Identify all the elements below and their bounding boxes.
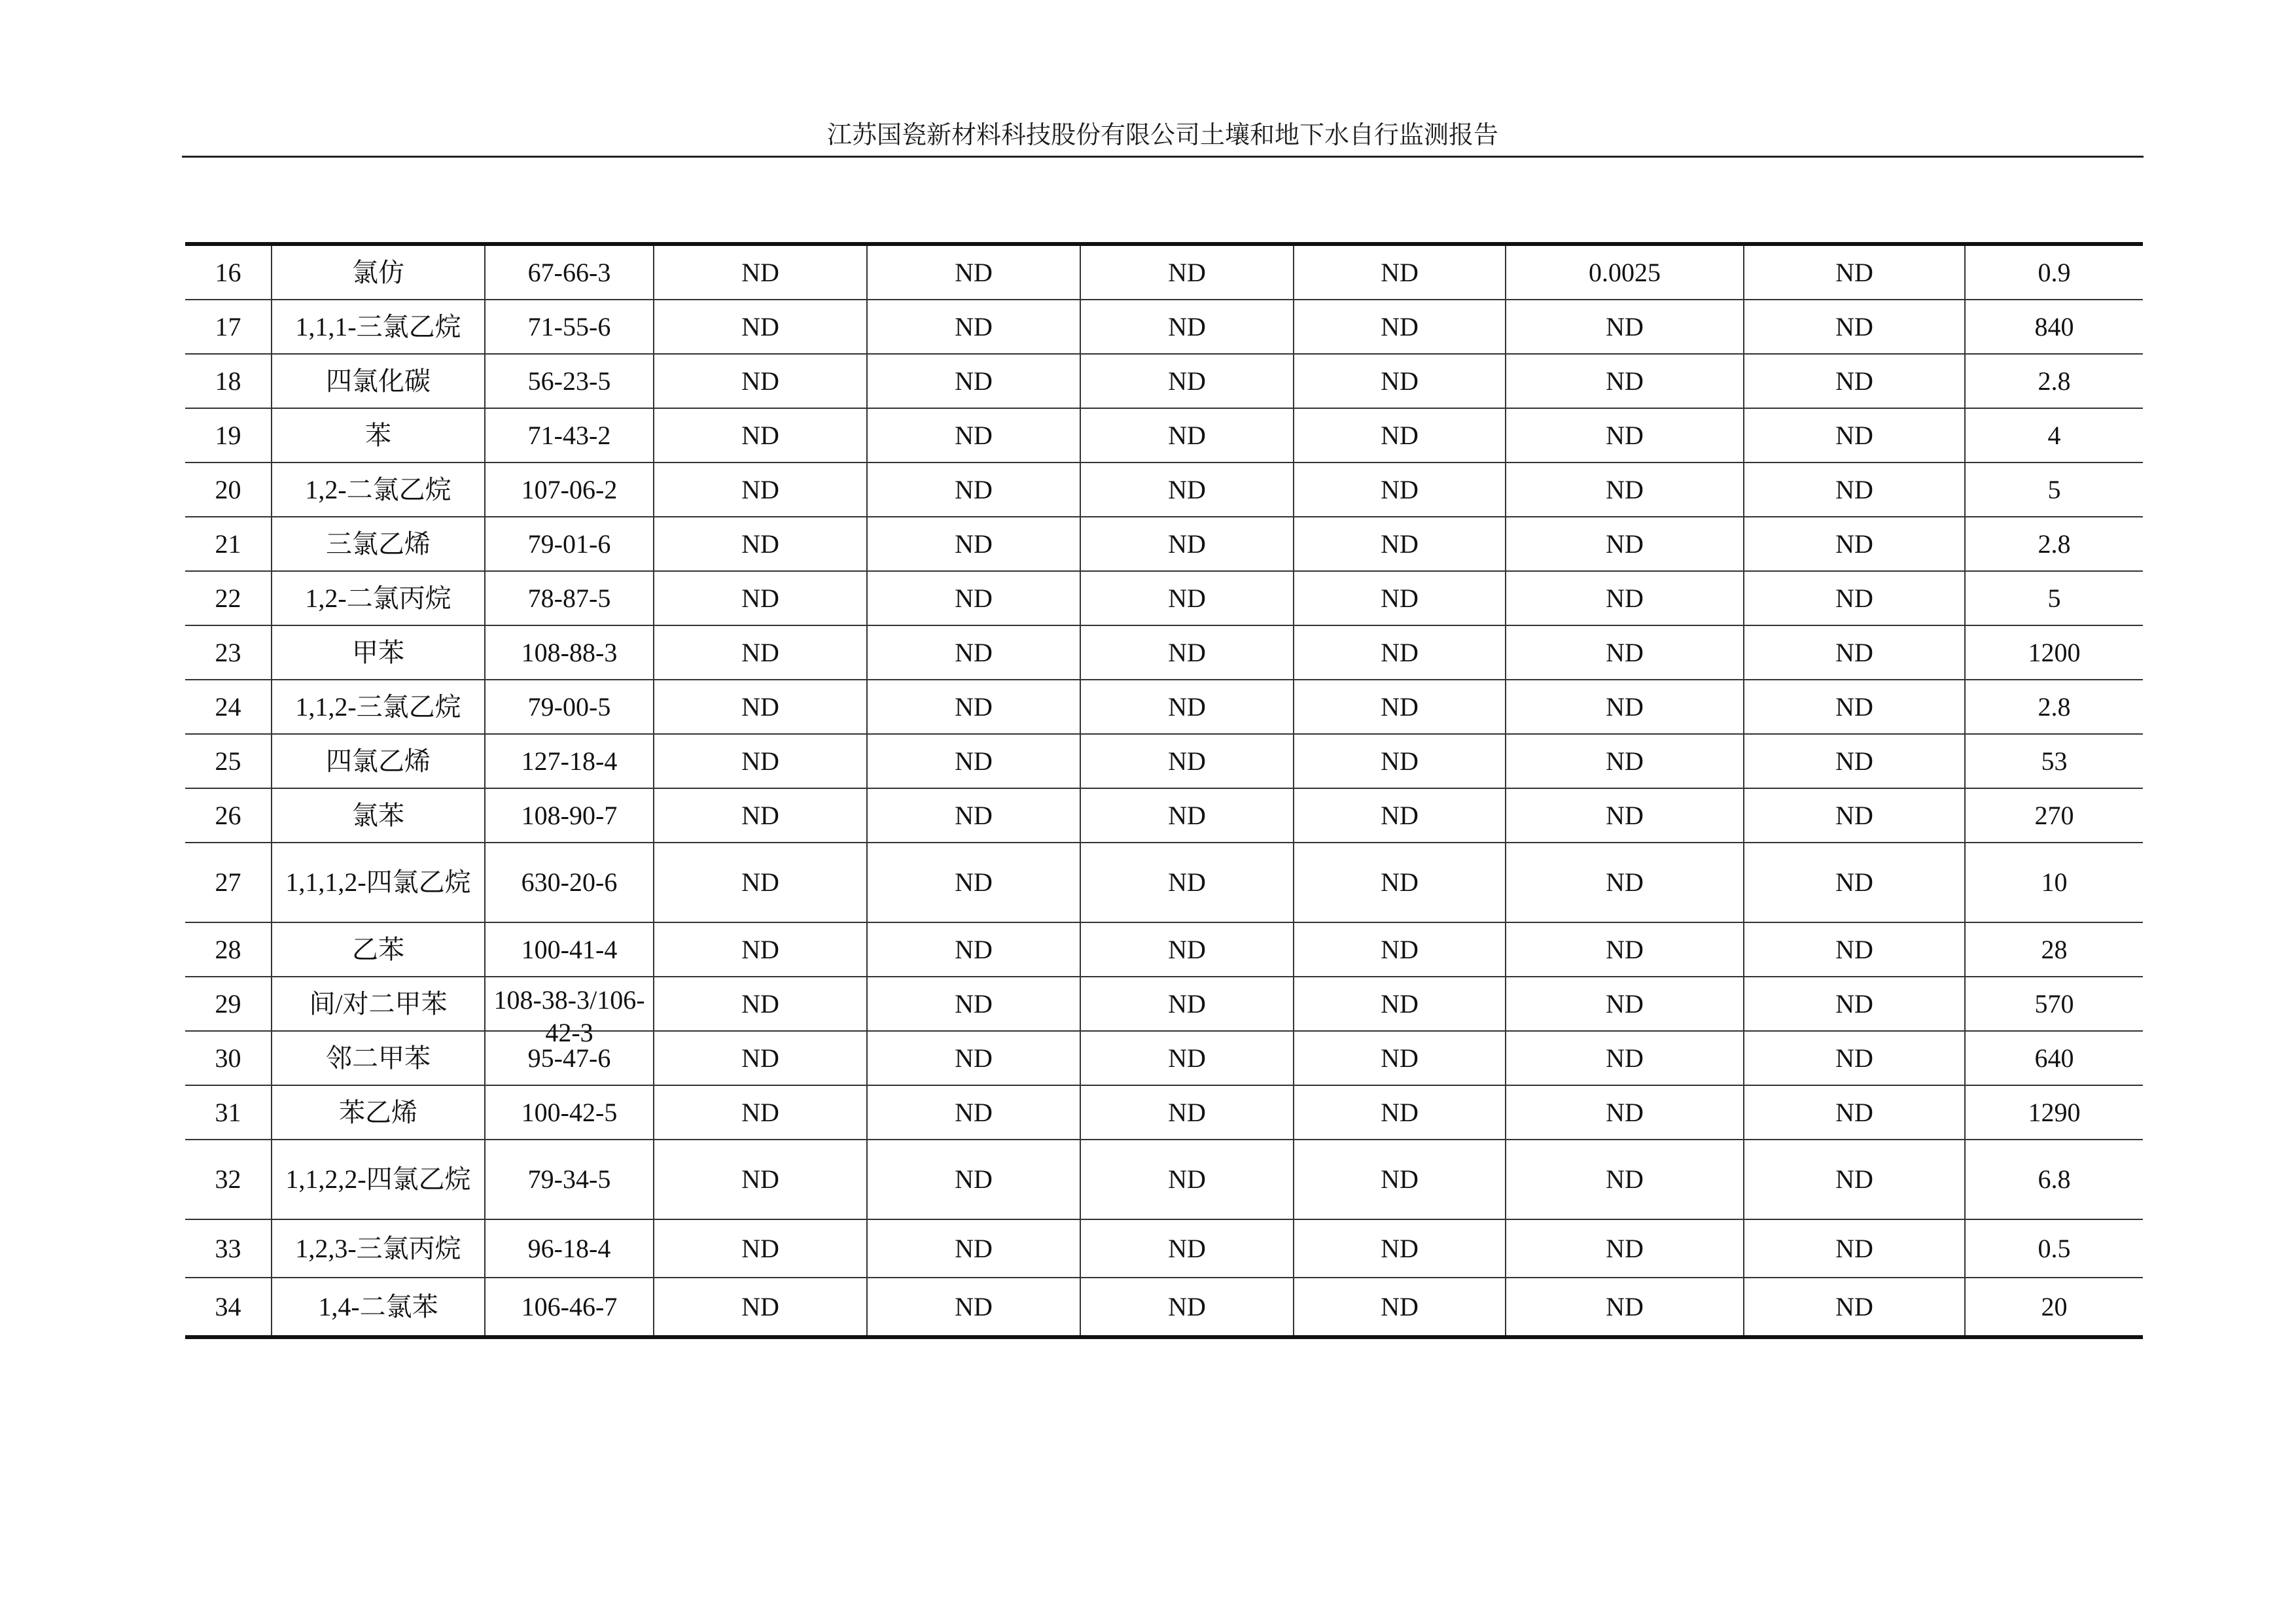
compound-name: 乙苯 bbox=[272, 922, 485, 977]
result-cell: ND bbox=[1294, 1085, 1506, 1140]
row-number: 24 bbox=[185, 680, 272, 734]
limit-value: 0.9 bbox=[1965, 244, 2143, 300]
result-cell: ND bbox=[1744, 571, 1965, 625]
result-cell: ND bbox=[1744, 1278, 1965, 1337]
results-table bbox=[185, 242, 2143, 1339]
limit-value: 6.8 bbox=[1965, 1140, 2143, 1219]
result-cell: ND bbox=[1294, 517, 1506, 571]
compound-name: 氯仿 bbox=[272, 244, 485, 300]
result-cell: ND bbox=[1080, 244, 1294, 300]
result-cell: ND bbox=[1744, 922, 1965, 977]
limit-value: 2.8 bbox=[1965, 354, 2143, 408]
limit-value: 2.8 bbox=[1965, 517, 2143, 571]
result-cell: ND bbox=[867, 244, 1080, 300]
result-cell: ND bbox=[1506, 625, 1744, 680]
result-cell: ND bbox=[654, 571, 867, 625]
row-number: 18 bbox=[185, 354, 272, 408]
result-cell: ND bbox=[867, 788, 1080, 843]
result-cell: ND bbox=[654, 1031, 867, 1085]
result-cell: ND bbox=[867, 1219, 1080, 1278]
table-row bbox=[185, 734, 2143, 788]
result-cell: ND bbox=[1744, 1031, 1965, 1085]
result-cell: ND bbox=[654, 300, 867, 354]
result-cell: ND bbox=[1080, 408, 1294, 462]
result-cell: ND bbox=[1294, 1219, 1506, 1278]
result-cell: ND bbox=[1506, 517, 1744, 571]
limit-value: 5 bbox=[1965, 571, 2143, 625]
result-cell: ND bbox=[1080, 625, 1294, 680]
compound-name: 1,1,1-三氯乙烷 bbox=[272, 300, 485, 354]
result-cell: ND bbox=[1506, 1219, 1744, 1278]
result-cell: ND bbox=[867, 1140, 1080, 1219]
result-cell: ND bbox=[867, 517, 1080, 571]
page-header-title: 江苏国瓷新材料科技股份有限公司土壤和地下水自行监测报告 bbox=[826, 122, 1498, 149]
cas-number: 100-42-5 bbox=[485, 1085, 654, 1140]
row-number: 20 bbox=[185, 462, 272, 517]
row-number: 29 bbox=[185, 977, 272, 1031]
result-cell: ND bbox=[654, 408, 867, 462]
result-cell: ND bbox=[1080, 517, 1294, 571]
compound-name: 1,2-二氯丙烷 bbox=[272, 571, 485, 625]
cas-number: 79-34-5 bbox=[485, 1140, 654, 1219]
table-row bbox=[185, 922, 2143, 977]
result-cell: ND bbox=[1506, 788, 1744, 843]
cas-number: 108-90-7 bbox=[485, 788, 654, 843]
result-cell: ND bbox=[1506, 734, 1744, 788]
result-cell: ND bbox=[867, 571, 1080, 625]
cas-number: 79-01-6 bbox=[485, 517, 654, 571]
result-cell: ND bbox=[1080, 354, 1294, 408]
table-row bbox=[185, 1219, 2143, 1278]
compound-name: 四氯乙烯 bbox=[272, 734, 485, 788]
result-cell: ND bbox=[867, 922, 1080, 977]
result-cell: ND bbox=[654, 462, 867, 517]
result-cell: ND bbox=[867, 1085, 1080, 1140]
compound-name: 1,2,3-三氯丙烷 bbox=[272, 1219, 485, 1278]
compound-name: 邻二甲苯 bbox=[272, 1031, 485, 1085]
result-cell: ND bbox=[1294, 788, 1506, 843]
table-row bbox=[185, 788, 2143, 843]
result-cell: ND bbox=[1294, 571, 1506, 625]
result-cell: ND bbox=[1080, 680, 1294, 734]
table-row bbox=[185, 1278, 2143, 1337]
result-cell: ND bbox=[1294, 300, 1506, 354]
limit-value: 5 bbox=[1965, 462, 2143, 517]
cas-number: 78-87-5 bbox=[485, 571, 654, 625]
compound-name: 1,1,1,2-四氯乙烷 bbox=[272, 843, 485, 922]
cas-number: 71-55-6 bbox=[485, 300, 654, 354]
result-cell: ND bbox=[1080, 788, 1294, 843]
row-number: 26 bbox=[185, 788, 272, 843]
result-cell: ND bbox=[1744, 408, 1965, 462]
result-cell: ND bbox=[1080, 922, 1294, 977]
compound-name: 1,1,2-三氯乙烷 bbox=[272, 680, 485, 734]
result-cell: ND bbox=[1506, 922, 1744, 977]
cas-number: 96-18-4 bbox=[485, 1219, 654, 1278]
limit-value: 28 bbox=[1965, 922, 2143, 977]
table-row bbox=[185, 354, 2143, 408]
result-cell: ND bbox=[1080, 571, 1294, 625]
table-row bbox=[185, 517, 2143, 571]
result-cell: ND bbox=[1744, 843, 1965, 922]
result-cell: ND bbox=[1294, 625, 1506, 680]
table-row bbox=[185, 1031, 2143, 1085]
result-cell: ND bbox=[654, 922, 867, 977]
result-cell: ND bbox=[1080, 977, 1294, 1031]
limit-value: 20 bbox=[1965, 1278, 2143, 1337]
row-number: 30 bbox=[185, 1031, 272, 1085]
limit-value: 2.8 bbox=[1965, 680, 2143, 734]
result-cell: ND bbox=[1080, 1278, 1294, 1337]
result-cell: ND bbox=[654, 1219, 867, 1278]
table-row bbox=[185, 244, 2143, 300]
row-number: 16 bbox=[185, 244, 272, 300]
result-cell: ND bbox=[1080, 1085, 1294, 1140]
result-cell: ND bbox=[654, 977, 867, 1031]
result-cell: ND bbox=[1294, 680, 1506, 734]
result-cell: ND bbox=[1744, 788, 1965, 843]
result-cell: ND bbox=[1506, 1140, 1744, 1219]
result-cell: ND bbox=[1506, 354, 1744, 408]
result-cell: ND bbox=[1294, 734, 1506, 788]
compound-name: 甲苯 bbox=[272, 625, 485, 680]
cas-number-cell bbox=[485, 977, 654, 1047]
result-cell: ND bbox=[1294, 354, 1506, 408]
result-cell: ND bbox=[1744, 462, 1965, 517]
compound-name: 1,2-二氯乙烷 bbox=[272, 462, 485, 517]
result-cell: ND bbox=[1294, 1278, 1506, 1337]
table-row bbox=[185, 300, 2143, 354]
result-cell: ND bbox=[1744, 300, 1965, 354]
result-cell: 0.0025 bbox=[1506, 244, 1744, 300]
cas-number: 100-41-4 bbox=[485, 922, 654, 977]
result-cell: ND bbox=[867, 843, 1080, 922]
row-number: 19 bbox=[185, 408, 272, 462]
result-cell: ND bbox=[1506, 462, 1744, 517]
result-cell: ND bbox=[1506, 1031, 1744, 1085]
result-cell: ND bbox=[1744, 680, 1965, 734]
result-cell: ND bbox=[867, 408, 1080, 462]
result-cell: ND bbox=[1744, 244, 1965, 300]
result-cell: ND bbox=[867, 354, 1080, 408]
row-number: 25 bbox=[185, 734, 272, 788]
result-cell: ND bbox=[867, 977, 1080, 1031]
result-cell: ND bbox=[654, 1140, 867, 1219]
cas-number: 107-06-2 bbox=[485, 462, 654, 517]
table-row bbox=[185, 408, 2143, 462]
result-cell: ND bbox=[1506, 300, 1744, 354]
row-number: 23 bbox=[185, 625, 272, 680]
compound-name: 间/对二甲苯 bbox=[272, 977, 485, 1031]
row-number: 28 bbox=[185, 922, 272, 977]
result-cell: ND bbox=[654, 788, 867, 843]
result-cell: ND bbox=[1506, 408, 1744, 462]
limit-value: 10 bbox=[1965, 843, 2143, 922]
result-cell: ND bbox=[1744, 517, 1965, 571]
table-row bbox=[185, 571, 2143, 625]
result-cell: ND bbox=[1294, 977, 1506, 1031]
result-cell: ND bbox=[867, 1278, 1080, 1337]
table-row bbox=[185, 680, 2143, 734]
result-cell: ND bbox=[1294, 408, 1506, 462]
compound-name: 三氯乙烯 bbox=[272, 517, 485, 571]
row-number: 34 bbox=[185, 1278, 272, 1337]
row-number: 22 bbox=[185, 571, 272, 625]
table-row bbox=[185, 1085, 2143, 1140]
row-number: 27 bbox=[185, 843, 272, 922]
header-divider bbox=[182, 156, 2144, 158]
result-cell: ND bbox=[654, 625, 867, 680]
table-row bbox=[185, 462, 2143, 517]
result-cell: ND bbox=[654, 680, 867, 734]
result-cell: ND bbox=[654, 1085, 867, 1140]
result-cell: ND bbox=[1294, 1031, 1506, 1085]
cas-number: 127-18-4 bbox=[485, 734, 654, 788]
result-cell: ND bbox=[1744, 354, 1965, 408]
compound-name: 四氯化碳 bbox=[272, 354, 485, 408]
result-cell: ND bbox=[654, 244, 867, 300]
result-cell: ND bbox=[867, 734, 1080, 788]
result-cell: ND bbox=[1744, 1219, 1965, 1278]
row-number: 32 bbox=[185, 1140, 272, 1219]
result-cell: ND bbox=[1506, 1278, 1744, 1337]
compound-name: 1,1,2,2-四氯乙烷 bbox=[272, 1140, 485, 1219]
result-cell: ND bbox=[1744, 977, 1965, 1031]
table-row bbox=[185, 625, 2143, 680]
result-cell: ND bbox=[654, 517, 867, 571]
result-cell: ND bbox=[1294, 462, 1506, 517]
result-cell: ND bbox=[867, 1031, 1080, 1085]
result-cell: ND bbox=[867, 300, 1080, 354]
result-cell: ND bbox=[1506, 843, 1744, 922]
table-row bbox=[185, 843, 2143, 922]
limit-value: 840 bbox=[1965, 300, 2143, 354]
table-row bbox=[185, 977, 2143, 1031]
result-cell: ND bbox=[1506, 977, 1744, 1031]
result-cell: ND bbox=[1080, 843, 1294, 922]
result-cell: ND bbox=[654, 843, 867, 922]
limit-value: 0.5 bbox=[1965, 1219, 2143, 1278]
result-cell: ND bbox=[1080, 1140, 1294, 1219]
row-number: 17 bbox=[185, 300, 272, 354]
result-cell: ND bbox=[1080, 734, 1294, 788]
result-cell: ND bbox=[654, 354, 867, 408]
result-cell: ND bbox=[867, 680, 1080, 734]
result-cell: ND bbox=[1080, 1219, 1294, 1278]
result-cell: ND bbox=[1506, 680, 1744, 734]
result-cell: ND bbox=[654, 1278, 867, 1337]
result-cell: ND bbox=[1080, 1031, 1294, 1085]
result-cell: ND bbox=[654, 734, 867, 788]
compound-name: 苯乙烯 bbox=[272, 1085, 485, 1140]
compound-name: 氯苯 bbox=[272, 788, 485, 843]
result-cell: ND bbox=[1744, 734, 1965, 788]
limit-value: 1290 bbox=[1965, 1085, 2143, 1140]
result-cell: ND bbox=[1294, 244, 1506, 300]
row-number: 21 bbox=[185, 517, 272, 571]
row-number: 33 bbox=[185, 1219, 272, 1278]
row-number: 31 bbox=[185, 1085, 272, 1140]
result-cell: ND bbox=[1744, 1085, 1965, 1140]
limit-value: 1200 bbox=[1965, 625, 2143, 680]
result-cell: ND bbox=[867, 462, 1080, 517]
cas-number: 95-47-6 bbox=[485, 1031, 654, 1085]
cas-number: 108-88-3 bbox=[485, 625, 654, 680]
cas-number: 108-38-3/106-42-3 bbox=[493, 985, 645, 1047]
compound-name: 1,4-二氯苯 bbox=[272, 1278, 485, 1337]
limit-value: 53 bbox=[1965, 734, 2143, 788]
cas-number: 71-43-2 bbox=[485, 408, 654, 462]
result-cell: ND bbox=[1294, 1140, 1506, 1219]
result-cell: ND bbox=[1080, 462, 1294, 517]
result-cell: ND bbox=[1506, 1085, 1744, 1140]
cas-number: 79-00-5 bbox=[485, 680, 654, 734]
result-cell: ND bbox=[1506, 571, 1744, 625]
limit-value: 270 bbox=[1965, 788, 2143, 843]
cas-number: 106-46-7 bbox=[485, 1278, 654, 1337]
limit-value: 570 bbox=[1965, 977, 2143, 1031]
result-cell: ND bbox=[1294, 843, 1506, 922]
result-cell: ND bbox=[1294, 922, 1506, 977]
cas-number: 56-23-5 bbox=[485, 354, 654, 408]
cas-number: 630-20-6 bbox=[485, 843, 654, 922]
result-cell: ND bbox=[1744, 1140, 1965, 1219]
table-row bbox=[185, 1140, 2143, 1219]
limit-value: 4 bbox=[1965, 408, 2143, 462]
limit-value: 640 bbox=[1965, 1031, 2143, 1085]
cas-number: 67-66-3 bbox=[485, 244, 654, 300]
result-cell: ND bbox=[867, 625, 1080, 680]
result-cell: ND bbox=[1080, 300, 1294, 354]
result-cell: ND bbox=[1744, 625, 1965, 680]
compound-name: 苯 bbox=[272, 408, 485, 462]
